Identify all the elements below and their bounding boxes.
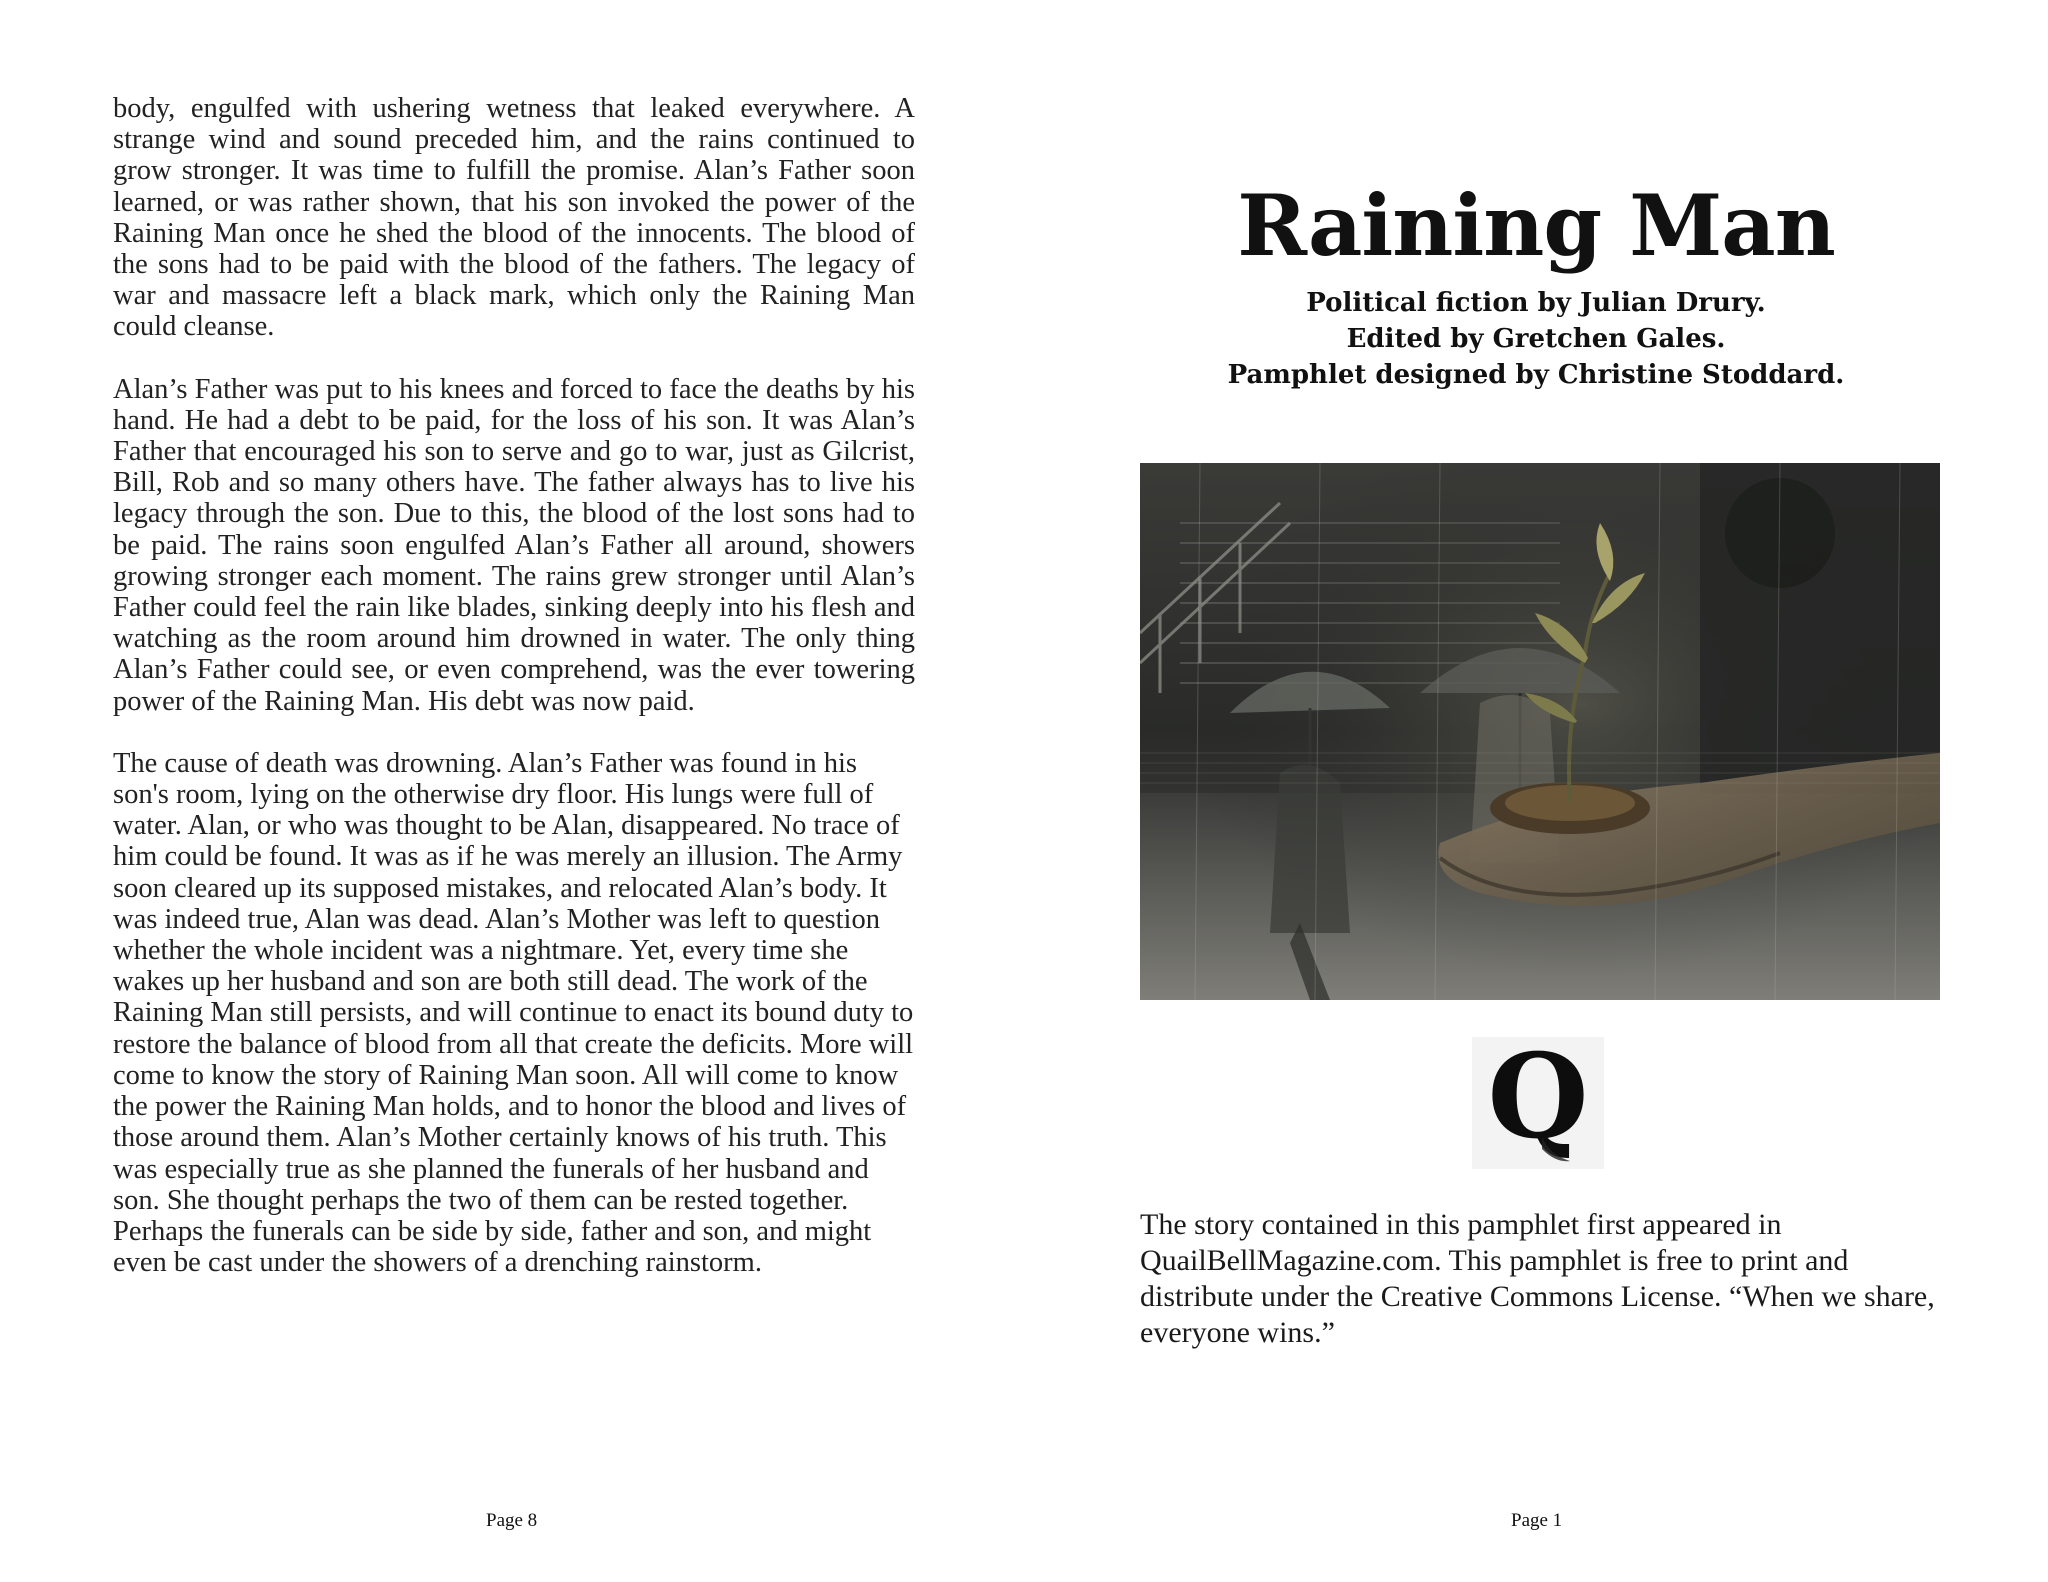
page-number: Page 1 <box>1511 1510 1563 1531</box>
story-body <box>113 93 915 1309</box>
rain-figures-hands-seedling-image <box>1140 463 1940 1000</box>
story-paragraph: The cause of death was drowning. Alan’s Father was found in his son's room, lying on the otherwise dry floor. His lungs were full of water. Alan, or who was thought to be Alan, disappeared. No trace of him could be found. It was as if he was merely an illusion. The Army soon cleared up its supposed mistakes, and relocated Alan’s body. It was indeed true, Alan was dead. Alan’s Mother was left to question whether the whole incident was a nightmare. Yet, every time she wakes up her husband and son are both still dead. The work of the Raining Man still persists, and will continue to enact its bound duty to restore the balance of blood from all that create the deficits. More will come to know the story of Raining Man soon. All will come to know the power the Raining Man holds, and to honor the blood and lives of those around them. Alan’s Mother certainly knows of his truth. This was especially true as she planned the funerals of her husband and son. She thought perhaps the two of them can be rested together. Perhaps the funerals can be side by side, father and son, and might even be cast under the showers of a drenching rainstorm. <box>113 747 914 1279</box>
credit-editor: Edited by Gretchen Gales. <box>1346 324 1726 354</box>
credits <box>1024 285 2048 393</box>
right-page <box>1024 0 2048 1582</box>
credit-author: Political fiction by Julian Drury. <box>1306 288 1766 318</box>
page-number: Page 8 <box>486 1510 538 1531</box>
story-paragraph: Alan’s Father was put to his knees and forced to face the deaths by his hand. He had a debt to be paid, for the loss of his son. It was Alan’s Father that encouraged his son to serve and go to war, just as Gilcrist, Bill, Rob and so many others have. The father always has to live his legacy through the son. Due to this, the blood of the lost sons had to be paid. The rains soon engulfed Alan’s Father all around, showers growing stronger each moment. The rains grew stronger until Alan’s Father could feel the rain like blades, sinking deeply into his flesh and watching as the room around him drowned in water. The only thing Alan’s Father could see, or even comprehend, was the ever towering power of the Raining Man. His debt was now paid. <box>113 373 915 717</box>
q-logo-icon <box>1472 1037 1604 1169</box>
logo-letter: Q <box>1487 1037 1589 1165</box>
cover-image <box>1140 463 1940 1000</box>
story-paragraph: body, engulfed with ushering wetness that leaked everywhere. A strange wind and sound preceded him, and the rains continued to grow stronger. It was time to fulfill the promise. Alan’s Father soon learned, or was rather shown, that his son invoked the power of the Raining Man once he shed the blood of the innocents. The blood of the sons had to be paid with the blood of the fathers. The legacy of war and massacre left a black mark, which only the Raining Man could cleanse. <box>113 93 915 343</box>
pamphlet-title: Raining Man <box>1237 176 1835 275</box>
quail-bell-logo <box>1472 1037 1604 1169</box>
credit-designer: Pamphlet designed by Christine Stoddard. <box>1227 360 1845 390</box>
license-notice: The story contained in this pamphlet first appeared in QuailBellMagazine.com. This pamphlet is free to print and distribute under the Creative Commons License. “When we share, everyone wins.” <box>1140 1208 1935 1349</box>
